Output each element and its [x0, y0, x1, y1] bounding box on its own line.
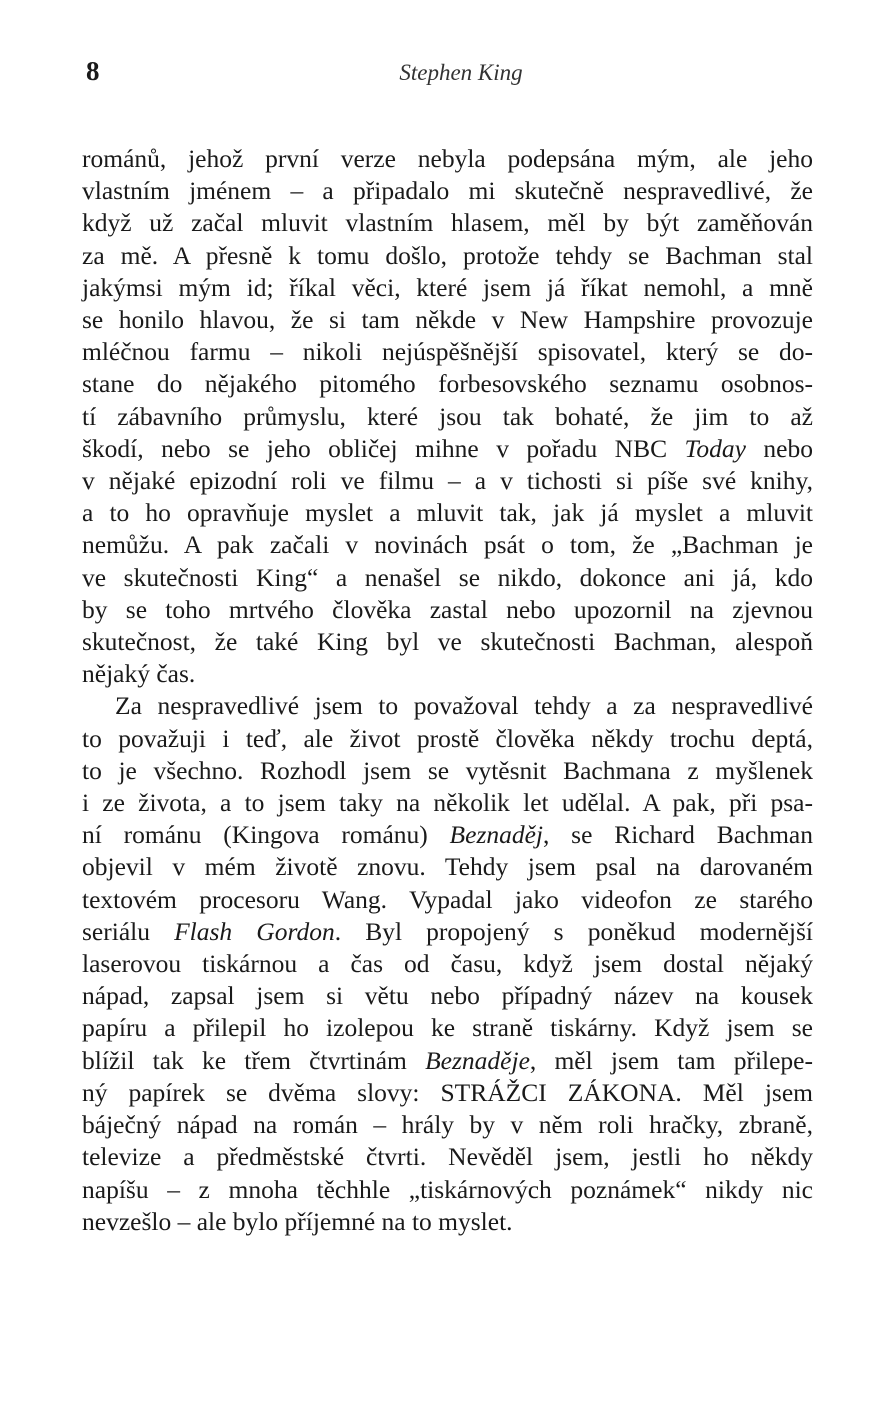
text-line: laserovou tiskárnou a čas od času, když jsem dostal nějaký	[82, 949, 813, 979]
text-line: i ze života, a to jsem taky na několik let udělal. A pak, při psa-	[82, 788, 813, 818]
text-segment: nebo	[745, 433, 813, 463]
paragraph-2	[82, 690, 813, 1237]
text-line: ný papírek se dvěma slovy: STRÁŽCI ZÁKONA. Měl jsem	[82, 1077, 813, 1107]
text-line	[82, 433, 813, 465]
text-line	[82, 916, 813, 948]
text-segment: . Byl propojený s poněkud modernější	[334, 916, 813, 946]
text-segment: škodí, nebo se jeho obličej mihne v pořadu NBC	[82, 433, 685, 463]
text-line: ve skutečnosti King“ a nenašel se nikdo, dokonce ani já, kdo	[82, 562, 813, 592]
italic-title: Beznaděj	[449, 820, 544, 850]
text-line: nápad, zapsal jsem si větu nebo případný název na kousek	[82, 981, 813, 1011]
text-line: nevzešlo – ale bylo příjemné na to myslet.	[82, 1206, 513, 1236]
text-line: Za nespravedlivé jsem to považoval tehdy a za nespravedlivé	[115, 691, 813, 721]
text-line	[82, 1045, 813, 1077]
text-line: mléčnou farmu – nikoli nejúspěšnější spisovatel, který se do-	[82, 337, 813, 367]
text-line: papíru a přilepil ho izolepou ke straně tiskárny. Když jsem se	[82, 1013, 813, 1043]
text-line: báječný nápad na román – hrály by v něm roli hračky, zbraně,	[82, 1110, 813, 1140]
text-line: stane do nějakého pitomého forbesovského seznamu osobnos-	[82, 369, 813, 399]
running-head-author: Stephen King	[399, 60, 523, 85]
text-line: textovém procesoru Wang. Vypadal jako videofon ze starého	[82, 884, 813, 914]
text-line: když už začal mluvit vlastním hlasem, měl by být zaměňován	[82, 208, 813, 238]
italic-title: Flash Gordon	[174, 916, 335, 946]
page-number: 8	[86, 56, 100, 86]
text-line: a to ho opravňuje myslet a mluvit tak, jak já myslet a mluvit	[82, 498, 813, 528]
text-line: se honilo hlavou, že si tam někde v New Hampshire provozuje	[82, 305, 813, 335]
text-line: za mě. A přesně k tomu došlo, protože tehdy se Bachman stal	[82, 240, 813, 270]
text-line: by se toho mrtvého člověka zastal nebo upozornil na zjevnou	[82, 594, 813, 624]
text-line: to je všechno. Rozhodl jsem se vytěsnit Bachmana z myšlenek	[82, 755, 813, 785]
text-segment: ní románu (Kingova románu)	[82, 820, 450, 850]
text-line: románů, jehož první verze nebyla podepsána mým, ale jeho	[82, 144, 813, 173]
text-line: jakýmsi mým id; říkal věci, které jsem já říkat nemohl, a mně	[82, 272, 813, 302]
page-header	[86, 56, 786, 96]
text-line: skutečnost, že také King byl ve skutečnosti Bachman, alespoň	[82, 627, 813, 657]
text-line: tí zábavního průmyslu, které jsou tak bohaté, že jim to až	[82, 401, 813, 431]
italic-title: Beznaděje	[425, 1045, 530, 1075]
text-line: nemůžu. A pak začali v novinách psát o tom, že „Bachman je	[82, 530, 813, 560]
italic-title: Today	[684, 433, 746, 463]
paragraph-1	[82, 143, 813, 690]
text-line: nějaký čas.	[82, 659, 196, 689]
text-segment: , se Richard Bachman	[543, 820, 813, 850]
text-line: televize a předměstské čtvrti. Nevěděl jsem, jestli ho někdy	[82, 1142, 813, 1172]
text-line: napíšu – z mnoha těchhle „tiskárnových poznámek“ nikdy nic	[82, 1174, 813, 1204]
text-segment: blížil tak ke třem čtvrtinám	[82, 1045, 426, 1075]
text-line: vlastním jménem – a připadalo mi skutečně nespravedlivé, že	[82, 176, 813, 206]
text-segment: seriálu	[82, 916, 175, 946]
text-line: v nějaké epizodní roli ve filmu – a v tichosti si píše své knihy,	[82, 466, 813, 496]
text-segment: , měl jsem tam přilepe-	[529, 1045, 813, 1075]
body-text	[82, 143, 813, 1238]
text-line: objevil v mém životě znovu. Tehdy jsem psal na darovaném	[82, 852, 813, 882]
text-line	[82, 819, 813, 851]
text-line: to považuji i teď, ale život prostě člověka někdy trochu deptá,	[82, 723, 813, 753]
